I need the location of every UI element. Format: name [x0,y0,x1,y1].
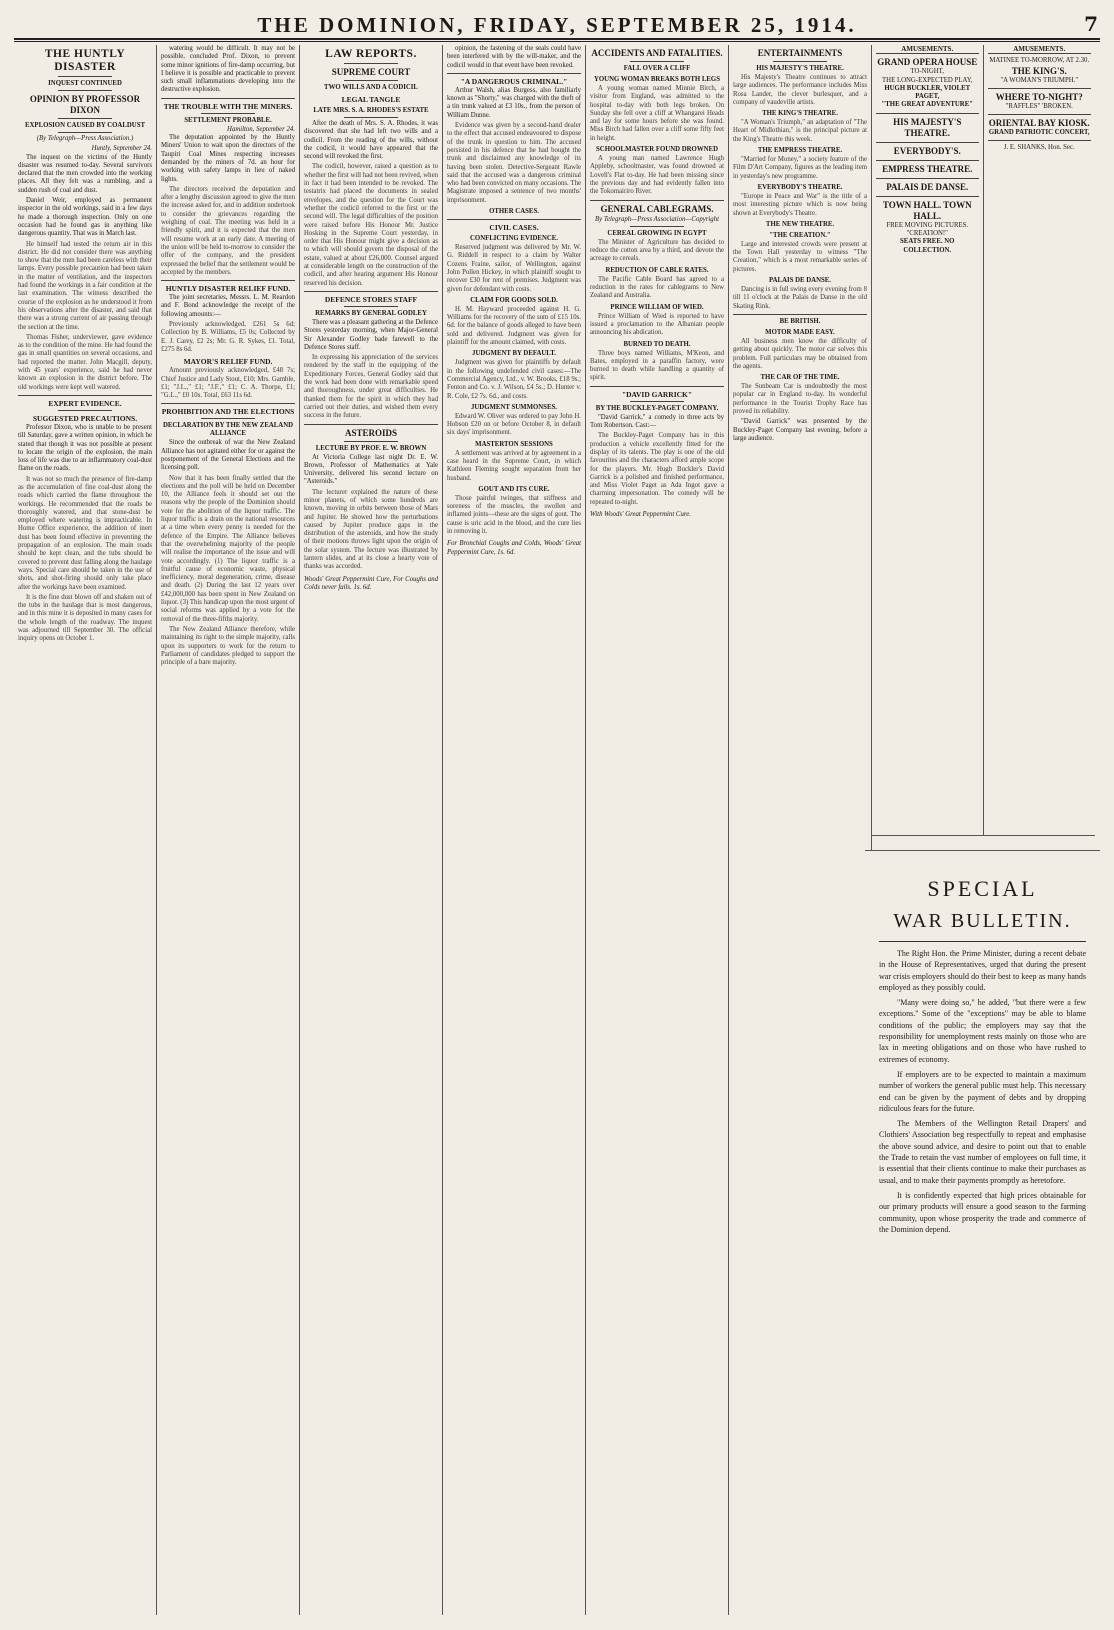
article-body-text: "Married for Money," a society feature of the Film D'Art Company, figures as the leading item in yesterday's new programme. [733,156,867,180]
section-heading: MAYOR'S RELIEF FUND. [183,357,273,367]
ad-line: SEATS FREE. NO COLLECTION. [900,238,955,254]
divider [161,403,295,404]
dateline: Huntly, September 24. [91,145,152,153]
article-paragraph: opinion, the fastening of the seals could have been interfered with by the will-maker, and the codicil would in that event have been revoked. [447,45,581,69]
subheadline: EXPLOSION CAUSED BY COALDUST [24,122,146,129]
ad-line: J. E. SHANKS, Hon. Sec. [1003,144,1075,152]
credit-line: By Telegraph—Press Association—Copyright [595,215,719,223]
divider [58,90,112,91]
article-body-text: A young woman named Minnie Birch, a visitor from England, was admitted to the hospital to-day with both legs broken. On Sunday she fell over a cliff at Whangarei Heads and lay for some hours before she was found. Miss Birch had fallen over a cliff some fifty feet in height. [590,85,724,142]
article-body-text: Amount previously acknowledged, £48 7s; Chief Justice and Lady Stout, £10; Mrs. Gamble, £1; "J.L.," £1; "J.F.," £1; C. A. Thorpe, £1; "G.L.," £0 10s. Total, £63 11s 6d. [161,367,295,400]
divider [201,418,255,419]
article-body-text: Dancing is in full swing every evening from 8 till 11 o'clock at the Palais de Danse in the old Skating Rink. [733,286,867,310]
ad-title: ORIENTAL BAY KIOSK. [988,118,1090,129]
article-body-text: The codicil, however, raised a question as to whether the first will had not been revived, when in fact it had been intended to be revoked. The testatrix had placed the documents in sealed envelopes, and the question for the Court was whether the codicil referred to the first or the second will. The legal difficulties of the position were raised before His Honour Mr. Justice Hosking in the Supreme Court yesterday, in order that His Honour might give a decision as to which will should govern the disposal of the estate, valued at about £26,000. Counsel argued at considerable length on the construction of the codicil, and after hearing argument His Honour reserved his decision. [304,163,438,287]
subheadline: BURNED TO DEATH. [623,340,691,348]
article-body-text: The Sunbeam Car is undoubtedly the most popular car in England to-day. Its wonderful performance in the Tourist Trophy Race has proved its reliability. [733,383,867,416]
section-heading: "A DANGEROUS CRIMINAL." [460,76,568,86]
article-body-text: Three boys named Williams, M'Keon, and Bates, employed in a paraffin factory, were burned to death while handling a quantity of spirit. [590,349,724,382]
divider [447,219,581,220]
article-paragraph: Professor Dixon, who is unable to be present till Saturday, gave a written opinion, in which he stated that though it was not possible at present to locate the origin of the explosion, the main loss of life was due to an inflammatory coal-dust flame on the roads. [18,423,152,473]
subheadline: LECTURE BY PROF. E. W. BROWN [315,444,427,452]
article-body-text: The Buckley-Paget Company has in this production a vehicle excellently fitted for the display of its talents. The play is one of the old favourites and the characters afford ample scope for the players. Mr. Hugh Buckler's David Garrick is a polished and finished performance, and Miss Violet Paget as Ada Ingot gave a charming impersonation. The comedy will be repeated to-night. [590,432,724,506]
subheadline: THE EMPRESS THEATRE. [757,147,843,155]
article-body-text: Those painful twinges, that stiffness and soreness of the muscles, the swollen and inflamed joints—these are the signs of gout. The cause is uric acid in the blood, and the cure lies in removing it. [447,494,581,536]
divider [344,63,398,64]
divider [876,196,979,197]
dateline: Hamilton, September 24. [227,125,295,133]
section-heading: DEFENCE STORES STAFF [324,294,418,304]
headline: ACCIDENTS AND FATALITIES. [591,48,723,58]
ad-title: EMPRESS THEATRE. [882,163,973,174]
article-paragraph: Daniel Weir, employed as permanent inspector in the old workings, said in a few days he made a thorough inspection. Only on one occasion had he found gas in anything like dangerous quantity. That was in March last. [18,197,152,238]
divider [58,118,112,119]
article-paragraph: watering would be difficult. It may not be possible, concluded Prof. Dixon, to prevent some minor ignitions of fire-damp occurring, but I believe it is possible and practicable to prevent such small inflammations developing into the destructive explosion. [161,45,295,94]
subheadline: OPINION BY PROFESSOR DIXON [29,94,141,115]
divider [344,306,398,307]
subheadline: LATE MRS. S. A. RHODES'S ESTATE [313,107,429,114]
section-heading: ASTEROIDS [344,427,398,438]
article-body-text: The Minister of Agriculture has decided to reduce the cotton area by a third, and devote the acreage to cereals. [590,238,724,263]
masthead-rule [14,41,1100,42]
section-heading: HUNTLY DISASTER RELIEF FUND. [165,284,291,294]
divider [630,61,684,62]
subheadline: SUPREME COURT [331,67,411,77]
article-body-text: Reserved judgment was delivered by Mr. W. G. Riddell in respect to a claim by Walter Cozens Fraine, sailor, of Wellington, against John Pollen Hickey, in which plaintiff sought to recover £30 for rent of premises. Judgment was given for defendant with costs. [447,244,581,293]
war-bulletin-body [865,851,1100,1616]
subheadline: "THE CREATION." [769,231,831,239]
amusements-left [872,45,984,835]
headline: THE HUNTLY DISASTER [44,48,126,73]
subheadline: THE KING'S THEATRE. [762,110,838,118]
divider [344,117,398,118]
divider [201,113,255,114]
divider [773,61,827,62]
section-heading: "DAVID GARRICK" [621,389,693,399]
ad-line: "RAFFLES" 'BROKEN. [1005,102,1073,110]
article-paragraph: The inquest on the victims of the Huntly disaster was resumed to-day. Several survivors declared that the men crowded into the working places. All they felt was a rumbling, and a sudden rush of coal and dust. [18,153,152,194]
divider [988,114,1092,115]
article-body-text: H. M. Hayward proceeded against H. G. Williams for the recovery of the sum of £15 10s. 6d. for the balance of goods alleged to have been sold and delivered. Judgment was given for plaintiff for the amount claimed, with costs. [447,305,581,347]
divider [733,314,867,315]
subheadline: CEREAL GROWING IN EGYPT [607,229,707,237]
subheadline: EVERYBODY'S THEATRE. [757,183,843,191]
article-body-text: All business men know the difficulty of getting about quickly. The motor car solves this problem. Full particulars may be obtained from the agents. [733,337,867,370]
divider [161,98,295,99]
column-4 [443,45,586,1615]
ad-line: THE LONG-EXPECTED PLAY, [882,76,973,84]
subheadline: HIS MAJESTY'S THEATRE. [756,65,844,72]
article-body-text: Now that it has been finally settled that the elections and the poll will be held on December 10, the Alliance feels it should set out the reasons why the people of the Dominion should vote for the abolition of the liquor traffic. The liquor traffic is a drain on the national resources at a time when every penny is needed for the defence of the Empire. The Alliance believes that the overwhelming majority of the people will realise the importance of the issue and will vote accordingly. (1) The liquor traffic is a fruitful cause of economic waste, physical inefficiency, moral degeneration, crime, disease and death. (2) During the last 12 years over £42,000,000 has been spent in New Zealand on liquor. (3) This handicap upon the most urgent of social reforms was applied by a vote for the removal of the three-fifths majority. [161,474,295,623]
section-heading: OTHER CASES. [489,208,539,216]
divider [344,441,398,442]
divider [161,280,295,281]
section-heading: EXPERT EVIDENCE. [48,398,122,408]
ad-title: TOWN HALL. TOWN HALL. [882,199,972,221]
article-body-text: In expressing his appreciation of the services rendered by the staff in the equipping of the Expeditionary Forces, General Godley said that the work had been done with remarkable speed and thoroughness, under great difficulties. He thanked them for the spirit in which they had carried out their duties, and wished them every success in the future. [304,354,438,420]
subheadline: MOTOR MADE EASY. [765,328,835,336]
ad-title: GRAND OPERA HOUSE [877,57,978,68]
article-body-text: A young man named Lawrence Hugh Appleby, schoolmaster, was found drowned at Lovell's Flat to-day. He had been missing since the previous day and had evidently fallen into the Tokomairiro River. [590,155,724,196]
column-3 [300,45,443,1615]
article-body-text: The Pacific Cable Board has agreed to a reduction in the rates for cablegrams to New Zealand and Australia. [590,275,724,300]
bulletin-paragraph: The Right Hon. the Prime Minister, during a recent debate in the House of Representatives, urged that during the present war crisis employers should do their best to keep as many hands employed as they possibly could. [879,949,1086,992]
section-heading: PROHIBITION AND THE ELECTIONS [161,407,295,417]
subheadline: SCHOOLMASTER FOUND DROWNED [596,146,718,154]
article-body-text: "Europe in Peace and War" is the title of a most interesting picture which is now being shown at Everybody's Theatre. [733,192,867,217]
divider [590,386,724,387]
article-paragraph: "David Garrick" was presented by the Buckley-Paget Company last evening, before a large audience. [733,418,867,442]
subheadline: CONFLICTING EVIDENCE. [470,235,558,243]
subheadline: TWO WILLS AND A CODICIL [324,84,418,91]
divider [58,132,112,133]
credit-line: (By Telegraph—Press Association.) [36,135,134,142]
ad-line: HUGH BUCKLER, VIOLET PAGET, [884,84,971,101]
article-body-text: Evidence was given by a second-hand dealer to the effect that accused endeavoured to dispose of the trunk in question to him. The accused persisted in his defence that he had bought the trunk and disclaimed any knowledge of its having been stolen. Detective-Sergeant Rawle said that the accused was a dangerous criminal who had been convicted on many occasions. The Magistrate imposed a sentence of two months' imprisonment. [447,122,581,204]
article-body-text: Previously acknowledged, £261 5s 6d; Collection by B. Williams, £5 0s; Collected by E. J. Carey, £2 2s; Mr. G. R. Sykes, £1. Total, £275 8s 6d. [161,321,295,353]
divider [876,113,979,114]
amusements-section [872,45,1095,836]
article-body-text: He himself had tested the return air in this district. He did not consider there was anything to show that the men had been careless with their lamps. Every possible precaution had been taken in the matter of ventilation, and the inspectors had found the workings in a fair condition at the last examination. The witness described the course of the explosion as he understood it from his observations after the disaster, and said that there was a strong current of air passing through the section at the time. [18,240,152,331]
subheadline: INQUEST CONTINUED [48,80,122,87]
divider [344,80,398,81]
article-paragraph: Since the outbreak of war the New Zealand Alliance has not agitated either for or against the postponement of the General Elections and the licensing poll. [161,439,295,472]
article-body-text: Thomas Fisher, underviewer, gave evidence as to the condition of the mine. He had found the gas in small quantities on several occasions, and had reported the matter. John Macgill, deputy, with 45 years' experience, said he had never known an explosion in the district before. The old workings were kept well watered. [18,333,152,391]
headline: LAW REPORTS. [325,48,417,60]
subheadline: THE CAR OF THE TIME. [760,374,840,382]
ad-line: MATINEE TO-MORROW, AT 2.30. [989,57,1090,65]
subheadline: BE BRITISH. [779,317,821,325]
advertisement-strip: Woods' Great Peppermint Cure, For Coughs and Colds never fails. 1s. 6d. [304,575,438,591]
section-heading: THE TROUBLE WITH THE MINERS. [163,101,293,111]
article-paragraph: There was a pleasant gathering at the Defence Stores yesterday morning, when Major-General Sir Alexander Godley bade farewell to the Defence Stores staff. [304,318,438,351]
subheadline: PRINCE WILLIAM OF WIED. [610,303,704,311]
article-paragraph: Arthur Walsh, alias Burgess, also familiarly known as "Shorty," was charged with the theft of a tin trunk valued at £3 10s., from the person of William Dunne. [447,86,581,119]
subheadline: CLAIM FOR GOODS SOLD. [470,296,558,304]
bulletin-paragraph: It is confidently expected that high prices obtainable for our primary products will ensure a good season to the farming community, upon whose prosperity the trade and commerce of the Dominion depend. [879,1190,1086,1234]
masthead [14,14,1100,40]
ads-heading: AMUSEMENTS. [876,45,979,54]
divider [630,401,684,402]
article-body-text: "A Woman's Triumph," an adaptation of "The Heart of Midlothian," is the principal picture at the King's Theatre this week. [733,119,867,143]
subheadline: MASTERTON SESSIONS [475,440,553,448]
article-body-text: Prince William of Wied is reported to have issued a proclamation to the Albanian people announcing his abdication. [590,312,724,337]
entertainments-column [729,45,872,1615]
divider [630,226,684,227]
advertisement-strip: With Woods' Great Peppermint Cure. [590,510,691,518]
subheadline: THE NEW THEATRE. [765,220,835,228]
article-body-text: The New Zealand Alliance therefore, while maintaining its right to the simple majority, calls upon its supporters to work for the return to Parliament of candidates pledged to support the principle of a bare majority. [161,625,295,667]
divider [876,160,979,161]
column-2 [157,45,300,1615]
ad-line: FREE MOVING PICTURES. "CREATION!" [886,221,969,238]
article-body-text: Judgment was given for plaintiffs by default in the following undefended civil cases:—The Commercial Agency, Ltd., v. W. Brooks, £18 9s.; Fenton and Co. v. J. Wilson, £4 5s.; D. Hunter v. R. Cole, £2 7s. 6d., and costs. [447,359,581,400]
divider [876,142,979,143]
subheadline: REMARKS BY GENERAL GODLEY [315,309,427,317]
ad-line: "THE GREAT ADVENTURE" [881,101,974,109]
divider [876,178,979,179]
subheadline: REDUCTION OF CABLE RATES. [605,266,709,274]
article-paragraph: The deputation appointed by the Huntly Miners' Union to wait upon the directors of the Taupiri Coal Mines respecting increases demanded by the miners of 7d. an hour for working with safety lamps in lieu of naked lights. [161,134,295,183]
divider [988,140,1092,141]
section-heading: CIVIL CASES. [489,223,539,233]
article-body-text: His Majesty's Theatre continues to attract large audiences. The performance includes Miss Rosa Lander, the clever burlesquer, and a company of vaudeville artists. [733,74,867,106]
divider [58,410,112,411]
article-paragraph: "David Garrick," a comedy in three acts by Tom Robertson. Cast:— [590,413,724,430]
bulletin-title: SPECIAL [927,876,1038,901]
subheadline: YOUNG WOMAN BREAKS BOTH LEGS [593,76,720,83]
ad-line: "A WOMAN'S TRIUMPH." [1000,76,1079,84]
subheadline: JUDGMENT SUMMONSES. [471,403,557,411]
ad-line: TO-NIGHT, [910,68,945,76]
divider [590,200,724,201]
bulletin-title: WAR BULLETIN. [879,905,1086,942]
subheadline: PALAIS DE DANSE. [768,277,831,285]
divider [18,395,152,396]
subheadline: JUDGMENT BY DEFAULT. [472,350,556,358]
headline: ENTERTAINMENTS [757,48,843,58]
article-paragraph: After the death of Mrs. S. A. Rhodes, it was discovered that she had left two wills and a codicil. From the reading of the wills, without the codicil, it would have appeared that the second will revoked the first. [304,120,438,161]
newspaper-title: THE DOMINION, FRIDAY, SEPTEMBER 25, 1914. [257,13,857,37]
subheadline: FALL OVER A CLIFF [623,65,691,72]
divider [304,291,438,292]
page-number: 7 [1084,12,1098,36]
section-heading: GENERAL CABLEGRAMS. [600,203,714,214]
subheadline: SETTLEMENT PROBABLE. [184,116,272,124]
subheadline: LEGAL TANGLE [341,95,401,104]
article-body-text: Edward W. Oliver was ordered to pay John H. Hobson £20 on or before October 8, in default six days' imprisonment. [447,412,581,437]
ad-title: WHERE TO-NIGHT? [995,91,1083,102]
divider [304,424,438,425]
ad-line: GRAND PATRIOTIC CONCERT, [988,129,1090,137]
article-body-text: A settlement was arrived at by agreement in a case heard in the Supreme Court, in which Kathleen Fleming sought separation from her husband. [447,449,581,482]
ad-title: THE KING'S. [1011,65,1067,76]
ad-title: PALAIS DE DANSE. [886,181,969,192]
divider [447,73,581,74]
article-body-text: The directors received the deputation and after a lengthy discussion agreed to give the men the increase asked for, and in addition undertook to consider the grievances regarding the weighing of coal. The meeting was held in a friendly spirit, and it is expected that the men will resume work at an early date. A meeting of the union will be held to-morrow to consider the offer of the company, and the president expressed the belief that the settlement would be accepted by the members. [161,185,295,276]
subheadline: DECLARATION BY THE NEW ZEALAND ALLIANCE [162,422,294,438]
advertisement-strip: For Bronchial Coughs and Colds, Woods' Great Peppermint Cure, 1s. 6d. [447,540,581,556]
article-paragraph: The joint secretaries, Messrs. L. M. Reardon and F. Bond acknowledge the receipt of the following amounts:— [161,294,295,318]
article-body-text: It was not so much the presence of fire-damp as the accumulation of fine coal-dust along the roads which carried the flame throughout the workings. He recommended that the roads be thoroughly watered, and that stone-dust be employed where watering is impracticable. In Home Office experience, the addition of inert dust has been found effective in preventing the propagation of an explosion. The main roads should be kept clean, and the tubs should be covered to prevent dust falling along the haulage ways. Special care should be taken in the use of shots, and shot-firing should only take place after the workings have been examined. [18,475,152,591]
bulletin-paragraph: If employers are to be expected to maintain a maximum number of workers the general public must help. This necessary end can be given by the payment of debts and by dropping ridiculous fears for the future. [879,1069,1086,1113]
ads-heading: AMUSEMENTS. [988,45,1092,54]
article-body-text: It is the fine dust blown off and shaken out of the tubs in the haulage that is most dangerous, and in this mine it is deposited in many cases for the whole length of the roadway. The inquest was adjourned till September 30. The official inquiry opens on October 1. [18,593,152,643]
bulletin-paragraph: "Many were doing so," he added, "but there were a few exceptions." Some of the "exceptions" may be able to blame conditions of the public; the employers may say that the responsibility for unemployment rests mainly on those who are lax in meeting obligations and on those who have rushed to extremes of economy. [879,998,1086,1064]
war-bulletin [865,850,1100,1616]
subheadline: BY THE BUCKLEY-PAGET COMPANY. [595,404,719,412]
subheadline: GOUT AND ITS CURE. [478,485,550,493]
bulletin-paragraph: The Members of the Wellington Retail Drapers' and Clothiers' Association beg respectfully to repeat and emphasise the above sound advice, and desire to point out that to enable the Trade to retain the vast number of employees on full time, it is essential that their clients continue to make their purchases as usual, and to make their payments promptly as heretofore. [879,1119,1086,1185]
column-1 [14,45,157,1615]
article-body-text: The lecturer explained the nature of these minor planets, of which some hundreds are known, moving in orbits between those of Mars and Jupiter. He showed how the perturbations caused by Jupiter produce gaps in the distribution of the asteroids, and how the study of their motions throws light upon the origin of the solar system. The lecture was illustrated by lantern slides, and at its close a hearty vote of thanks was accorded. [304,488,438,571]
divider [58,76,112,77]
article-paragraph: At Victoria College last night Dr. E. W. Brown, Professor of Mathematics at Yale University, delivered his second lecture on "Asteroids." [304,453,438,486]
column-5 [586,45,729,1615]
amusements-right [984,45,1096,835]
ad-title: EVERYBODY'S. [893,145,961,156]
divider [988,88,1092,89]
article-body-text: Large and interested crowds were present at the Town Hall yesterday to witness "The Creation," which is a most remarkable series of pictures. [733,240,867,273]
section-heading: SUGGESTED PRECAUTIONS. [32,413,138,423]
ad-title: HIS MAJESTY'S THEATRE. [893,116,962,138]
